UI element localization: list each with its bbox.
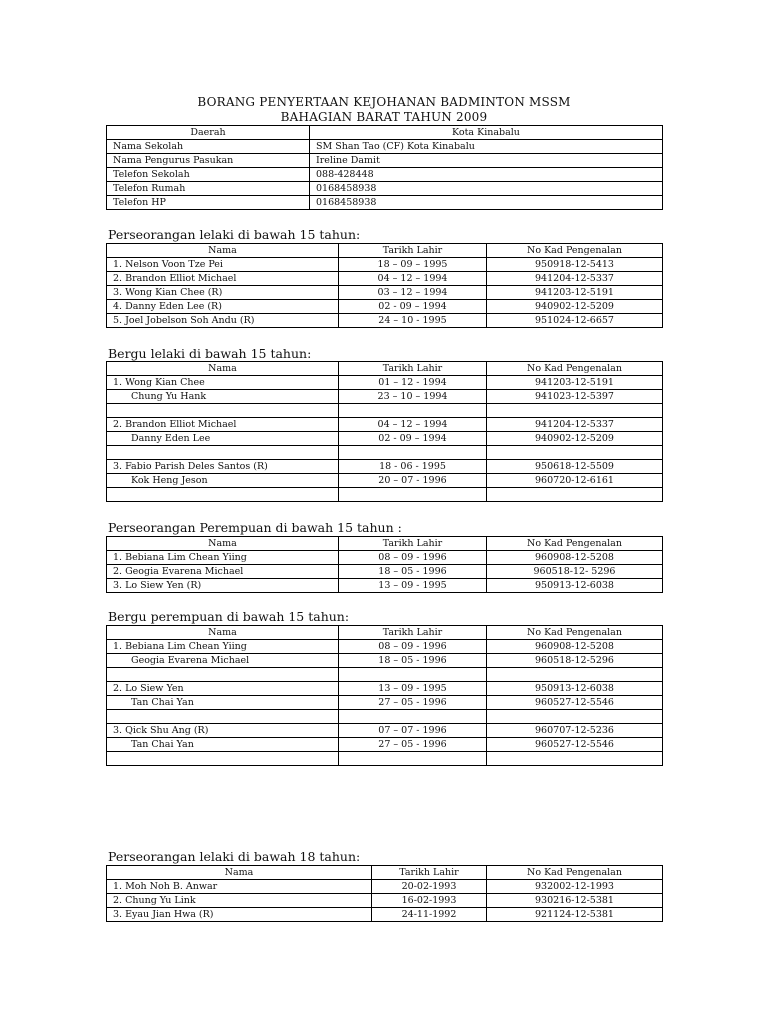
dob-cell bbox=[339, 752, 487, 766]
name-cell bbox=[107, 404, 339, 418]
form-title: BORANG PENYERTAAN KEJOHANAN BADMINTON MSSM bbox=[197, 95, 571, 109]
table-row bbox=[107, 432, 663, 446]
table-row bbox=[107, 640, 663, 654]
section-heading: Bergu perempuan di bawah 15 tahun: bbox=[108, 609, 350, 624]
table-header-row bbox=[107, 126, 663, 140]
name-cell: 4. Danny Eden Lee (R) bbox=[107, 300, 339, 314]
table-header-row bbox=[107, 537, 663, 551]
ic-cell: 960527-12-5546 bbox=[487, 738, 663, 752]
dob-cell bbox=[339, 668, 487, 682]
table-row bbox=[107, 696, 663, 710]
column-header-ic: No Kad Pengenalan bbox=[487, 866, 663, 880]
table-row bbox=[107, 894, 663, 908]
column-header-nama: Nama bbox=[107, 537, 339, 551]
ic-cell bbox=[487, 488, 663, 502]
column-header-nama: Nama bbox=[107, 362, 339, 376]
field-value: 088-428448 bbox=[310, 168, 663, 182]
dob-cell: 02 - 09 – 1994 bbox=[339, 300, 487, 314]
field-label: Telefon Rumah bbox=[107, 182, 310, 196]
dob-cell: 02 - 09 – 1994 bbox=[339, 432, 487, 446]
table-row bbox=[107, 300, 663, 314]
name-cell: 2. Brandon Elliot Michael bbox=[107, 418, 339, 432]
table-row bbox=[107, 286, 663, 300]
table-row bbox=[107, 565, 663, 579]
name-cell: Tan Chai Yan bbox=[107, 738, 339, 752]
field-label: Telefon Sekolah bbox=[107, 168, 310, 182]
table-row bbox=[107, 404, 663, 418]
dob-cell: 13 – 09 - 1995 bbox=[339, 682, 487, 696]
school-info-table bbox=[106, 125, 663, 210]
name-cell: 2. Brandon Elliot Michael bbox=[107, 272, 339, 286]
ic-cell: 950618-12-5509 bbox=[487, 460, 663, 474]
column-header-nama: Nama bbox=[107, 244, 339, 258]
ic-cell: 960518-12- 5296 bbox=[487, 565, 663, 579]
column-header-ic: No Kad Pengenalan bbox=[487, 244, 663, 258]
column-header-nama: Nama bbox=[107, 866, 372, 880]
table-row bbox=[107, 710, 663, 724]
entries-table bbox=[106, 865, 663, 922]
name-cell bbox=[107, 710, 339, 724]
table-row bbox=[107, 668, 663, 682]
ic-cell: 960707-12-5236 bbox=[487, 724, 663, 738]
dob-cell: 08 – 09 - 1996 bbox=[339, 640, 487, 654]
table-row bbox=[107, 196, 663, 210]
name-cell: 2. Chung Yu Link bbox=[107, 894, 372, 908]
field-value: 0168458938 bbox=[310, 182, 663, 196]
ic-cell: 941203-12-5191 bbox=[487, 286, 663, 300]
ic-cell: 950913-12-6038 bbox=[487, 579, 663, 593]
column-header-nama: Nama bbox=[107, 626, 339, 640]
ic-cell bbox=[487, 404, 663, 418]
dob-cell: 20 – 07 - 1996 bbox=[339, 474, 487, 488]
table-row bbox=[107, 654, 663, 668]
table-row bbox=[107, 390, 663, 404]
table-row bbox=[107, 724, 663, 738]
name-cell: 1. Moh Noh B. Anwar bbox=[107, 880, 372, 894]
column-header-tarikh: Tarikh Lahir bbox=[339, 537, 487, 551]
entries-table bbox=[106, 361, 663, 502]
column-header-tarikh: Tarikh Lahir bbox=[339, 626, 487, 640]
table-row bbox=[107, 752, 663, 766]
table-row bbox=[107, 182, 663, 196]
name-cell: 3. Wong Kian Chee (R) bbox=[107, 286, 339, 300]
ic-cell: 960908-12-5208 bbox=[487, 640, 663, 654]
table-row bbox=[107, 376, 663, 390]
name-cell bbox=[107, 752, 339, 766]
field-value: Ireline Damit bbox=[310, 154, 663, 168]
dob-cell bbox=[339, 488, 487, 502]
dob-cell bbox=[339, 710, 487, 724]
ic-cell: 921124-12-5381 bbox=[487, 908, 663, 922]
table-row bbox=[107, 474, 663, 488]
dob-cell: 18 - 06 - 1995 bbox=[339, 460, 487, 474]
ic-cell: 940902-12-5209 bbox=[487, 300, 663, 314]
field-value: 0168458938 bbox=[310, 196, 663, 210]
name-cell: 1. Nelson Voon Tze Pei bbox=[107, 258, 339, 272]
ic-cell: 932002-12-1993 bbox=[487, 880, 663, 894]
entries-table bbox=[106, 243, 663, 328]
ic-cell: 950913-12-6038 bbox=[487, 682, 663, 696]
table-row bbox=[107, 579, 663, 593]
table-row bbox=[107, 460, 663, 474]
table-row bbox=[107, 682, 663, 696]
form-subtitle: BAHAGIAN BARAT TAHUN 2009 bbox=[280, 110, 488, 124]
column-header: Daerah bbox=[107, 126, 310, 140]
table-row bbox=[107, 551, 663, 565]
name-cell: 3. Eyau Jian Hwa (R) bbox=[107, 908, 372, 922]
column-header-ic: No Kad Pengenalan bbox=[487, 626, 663, 640]
dob-cell: 27 – 05 - 1996 bbox=[339, 738, 487, 752]
ic-cell bbox=[487, 668, 663, 682]
ic-cell: 951024-12-6657 bbox=[487, 314, 663, 328]
dob-cell: 13 – 09 - 1995 bbox=[339, 579, 487, 593]
dob-cell: 04 – 12 – 1994 bbox=[339, 272, 487, 286]
name-cell: 3. Fabio Parish Deles Santos (R) bbox=[107, 460, 339, 474]
field-label: Telefon HP bbox=[107, 196, 310, 210]
column-header: Kota Kinabalu bbox=[310, 126, 663, 140]
ic-cell: 941023-12-5397 bbox=[487, 390, 663, 404]
dob-cell bbox=[339, 446, 487, 460]
dob-cell: 24-11-1992 bbox=[372, 908, 487, 922]
ic-cell: 941204-12-5337 bbox=[487, 272, 663, 286]
dob-cell: 18 – 05 - 1996 bbox=[339, 654, 487, 668]
section-heading: Perseorangan Perempuan di bawah 15 tahun : bbox=[108, 520, 402, 535]
ic-cell: 950918-12-5413 bbox=[487, 258, 663, 272]
table-row bbox=[107, 258, 663, 272]
name-cell: Chung Yu Hank bbox=[107, 390, 339, 404]
dob-cell: 18 – 09 – 1995 bbox=[339, 258, 487, 272]
name-cell: Kok Heng Jeson bbox=[107, 474, 339, 488]
ic-cell bbox=[487, 710, 663, 724]
dob-cell: 27 – 05 - 1996 bbox=[339, 696, 487, 710]
field-label: Nama Pengurus Pasukan bbox=[107, 154, 310, 168]
name-cell bbox=[107, 668, 339, 682]
name-cell: 5. Joel Jobelson Soh Andu (R) bbox=[107, 314, 339, 328]
table-header-row bbox=[107, 362, 663, 376]
name-cell: 2. Geogia Evarena Michael bbox=[107, 565, 339, 579]
name-cell: 3. Qick Shu Ang (R) bbox=[107, 724, 339, 738]
ic-cell: 960720-12-6161 bbox=[487, 474, 663, 488]
dob-cell bbox=[339, 404, 487, 418]
ic-cell: 941203-12-5191 bbox=[487, 376, 663, 390]
name-cell: Tan Chai Yan bbox=[107, 696, 339, 710]
dob-cell: 01 – 12 - 1994 bbox=[339, 376, 487, 390]
name-cell: 1. Bebiana Lim Chean Yiing bbox=[107, 640, 339, 654]
name-cell: Geogia Evarena Michael bbox=[107, 654, 339, 668]
table-row bbox=[107, 168, 663, 182]
dob-cell: 07 – 07 - 1996 bbox=[339, 724, 487, 738]
table-row bbox=[107, 446, 663, 460]
section-heading: Perseorangan lelaki di bawah 15 tahun: bbox=[108, 227, 361, 242]
table-header-row bbox=[107, 244, 663, 258]
table-header-row bbox=[107, 866, 663, 880]
column-header-ic: No Kad Pengenalan bbox=[487, 362, 663, 376]
field-label: Nama Sekolah bbox=[107, 140, 310, 154]
table-row bbox=[107, 488, 663, 502]
name-cell bbox=[107, 446, 339, 460]
ic-cell: 930216-12-5381 bbox=[487, 894, 663, 908]
name-cell bbox=[107, 488, 339, 502]
name-cell: 1. Wong Kian Chee bbox=[107, 376, 339, 390]
entries-table bbox=[106, 625, 663, 766]
table-row bbox=[107, 738, 663, 752]
column-header-tarikh: Tarikh Lahir bbox=[372, 866, 487, 880]
ic-cell bbox=[487, 752, 663, 766]
dob-cell: 18 – 05 - 1996 bbox=[339, 565, 487, 579]
table-row bbox=[107, 908, 663, 922]
dob-cell: 20-02-1993 bbox=[372, 880, 487, 894]
section-heading: Bergu lelaki di bawah 15 tahun: bbox=[108, 346, 312, 361]
table-row bbox=[107, 418, 663, 432]
ic-cell: 941204-12-5337 bbox=[487, 418, 663, 432]
dob-cell: 23 – 10 – 1994 bbox=[339, 390, 487, 404]
dob-cell: 03 – 12 – 1994 bbox=[339, 286, 487, 300]
dob-cell: 08 – 09 - 1996 bbox=[339, 551, 487, 565]
table-row bbox=[107, 314, 663, 328]
name-cell: Danny Eden Lee bbox=[107, 432, 339, 446]
column-header-tarikh: Tarikh Lahir bbox=[339, 362, 487, 376]
dob-cell: 24 – 10 - 1995 bbox=[339, 314, 487, 328]
table-header-row bbox=[107, 626, 663, 640]
ic-cell: 960527-12-5546 bbox=[487, 696, 663, 710]
ic-cell: 960908-12-5208 bbox=[487, 551, 663, 565]
dob-cell: 04 – 12 – 1994 bbox=[339, 418, 487, 432]
field-value: SM Shan Tao (CF) Kota Kinabalu bbox=[310, 140, 663, 154]
entries-table bbox=[106, 536, 663, 593]
table-row bbox=[107, 140, 663, 154]
column-header-ic: No Kad Pengenalan bbox=[487, 537, 663, 551]
table-row bbox=[107, 880, 663, 894]
table-row bbox=[107, 154, 663, 168]
ic-cell: 940902-12-5209 bbox=[487, 432, 663, 446]
ic-cell bbox=[487, 446, 663, 460]
column-header-tarikh: Tarikh Lahir bbox=[339, 244, 487, 258]
section-heading: Perseorangan lelaki di bawah 18 tahun: bbox=[108, 849, 361, 864]
dob-cell: 16-02-1993 bbox=[372, 894, 487, 908]
name-cell: 3. Lo Siew Yen (R) bbox=[107, 579, 339, 593]
name-cell: 1. Bebiana Lim Chean Yiing bbox=[107, 551, 339, 565]
table-row bbox=[107, 272, 663, 286]
name-cell: 2. Lo Siew Yen bbox=[107, 682, 339, 696]
ic-cell: 960518-12-5296 bbox=[487, 654, 663, 668]
